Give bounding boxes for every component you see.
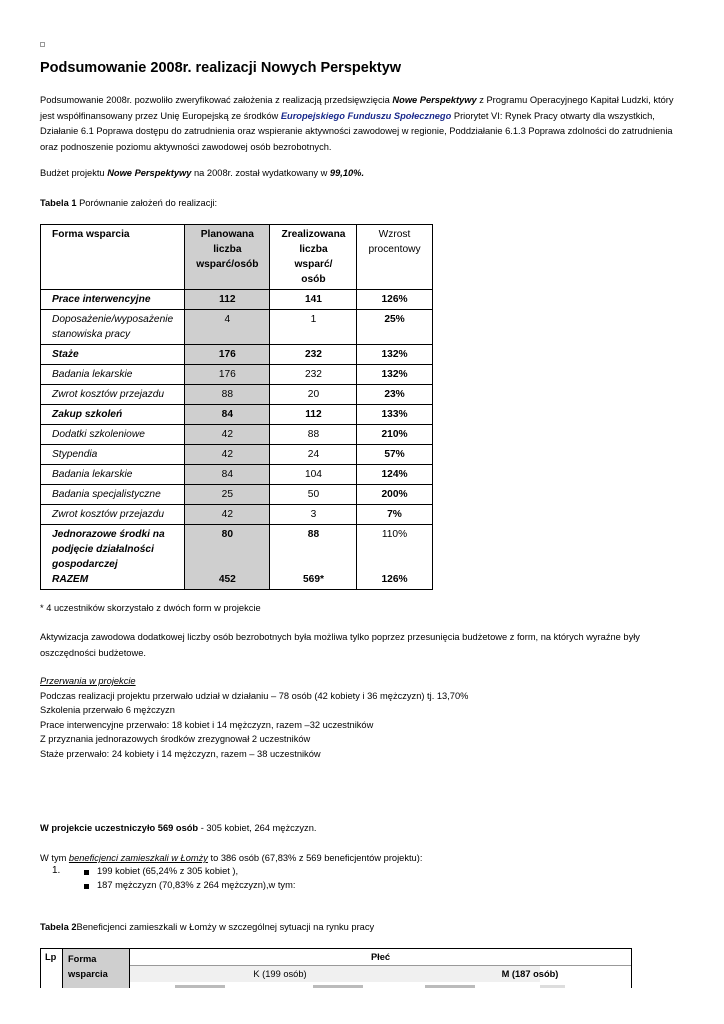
row-name: Badania lekarskie xyxy=(41,365,185,385)
row-realized: 1 xyxy=(270,310,357,345)
budget-text-1: Budżet projektu xyxy=(40,168,108,178)
interruption-line: Staże przerwało: 24 kobiety i 14 mężczyzn, razem – 38 uczestników xyxy=(40,749,321,759)
header-growth: Wzrost procentowy xyxy=(357,225,432,290)
row-planned: 112 xyxy=(185,290,270,310)
table2-right-border xyxy=(631,948,632,988)
header-realized: Zrealizowana liczba wsparć/ osób xyxy=(270,225,357,290)
interruptions-heading: Przerwania w projekcie xyxy=(40,676,136,686)
row-planned: 42 xyxy=(185,425,270,445)
row-growth: 133% xyxy=(357,405,432,425)
row-realized: 50 xyxy=(270,485,357,505)
row-growth: 57% xyxy=(357,445,432,465)
table-beneficiaries xyxy=(40,948,632,988)
table-row xyxy=(41,365,433,385)
row-growth: 132% xyxy=(357,345,432,365)
table2-subheader-strip xyxy=(425,985,475,988)
table-row xyxy=(41,425,433,445)
row-planned: 25 xyxy=(185,485,270,505)
table2-subheader-strip xyxy=(313,985,363,988)
list-item: 199 kobiet (65,24% z 305 kobiet ), xyxy=(97,866,239,876)
table-row xyxy=(41,505,433,525)
table2-header-m: M (187 osób) xyxy=(501,969,559,979)
table-row xyxy=(41,465,433,485)
row-realized: 112 xyxy=(270,405,357,425)
budget-text-2: na 2008r. został wydatkowany w xyxy=(191,168,330,178)
table-row xyxy=(41,345,433,365)
list-item: 187 mężczyzn (70,83% z 264 mężczyzn),w tym: xyxy=(97,880,296,890)
table1-footnote: * 4 uczestników skorzystało z dwóch form w projekcie xyxy=(40,603,261,613)
intro-text-1: Podsumowanie 2008r. pozwoliło zweryfikować założenia z realizacją przedsięwzięcia xyxy=(40,95,393,105)
row-growth: 110% xyxy=(357,525,432,573)
lomza-prefix: W tym xyxy=(40,853,69,863)
row-name: Zakup szkoleń xyxy=(41,405,185,425)
participants-bold: W projekcie uczestniczyło 569 osób xyxy=(40,823,199,833)
table2-caption xyxy=(40,920,685,936)
row-planned: 84 xyxy=(185,465,270,485)
row-planned: 42 xyxy=(185,445,270,465)
row-growth: 200% xyxy=(357,485,432,505)
participants-line xyxy=(40,821,316,836)
table2-header-lp: Lp xyxy=(45,952,57,962)
row-growth: 132% xyxy=(357,365,432,385)
row-realized: 88 xyxy=(270,425,357,445)
table2-header-plec: Płeć xyxy=(370,952,391,962)
table-row xyxy=(41,290,433,310)
row-planned: 176 xyxy=(185,345,270,365)
budget-value: 99,10%. xyxy=(329,168,365,178)
table2-subheader-strip xyxy=(175,985,225,988)
table2-header-k: K (199 osób) xyxy=(253,969,307,979)
budget-paragraph xyxy=(40,166,685,182)
row-name: Zwrot kosztów przejazdu xyxy=(41,385,185,405)
bullet-icon xyxy=(84,884,89,889)
row-name: Dodatki szkoleniowe xyxy=(41,425,185,445)
table2-left-border xyxy=(40,948,41,988)
table1-caption-text: Porównanie założeń do realizacji: xyxy=(76,198,218,208)
row-growth: 126% xyxy=(357,290,432,310)
intro-project-name: Nowe Perspektywy xyxy=(392,95,477,105)
row-realized: 141 xyxy=(270,290,357,310)
row-name: Jednorazowe środki na podjęcie działalności gospodarczej xyxy=(41,525,185,573)
page-title: Podsumowanie 2008r. realizacji Nowych Perspektyw xyxy=(40,60,402,76)
table1-caption-label: Tabela 1 xyxy=(40,198,77,208)
participants-rest: - 305 kobiet, 264 mężczyzn. xyxy=(198,823,317,833)
table-row xyxy=(41,445,433,465)
row-name: Doposażenie/wyposażenie stanowiska pracy xyxy=(41,310,185,345)
intro-text-2: z Programu Operacyjnego Kapitał Ludzki, który jest współfinansowany przez Unię Europejską ze środków xyxy=(40,95,674,121)
row-realized: 3 xyxy=(270,505,357,525)
row-name: Prace interwencyjne xyxy=(41,290,185,310)
table-comparison xyxy=(40,224,433,590)
row-realized: 20 xyxy=(270,385,357,405)
intro-text-3: Priorytet VI: Rynek Pracy otwarty dla wszystkich, Działanie 6.1 Poprawa dostępu do zatrudnienia oraz wspieranie aktywności zawodowej w regionie, Poddziałanie 6.1.3 Poprawa zdolności do zatrudnienia oraz podnoszenie poziomu aktywności zawodowej osób bezrobotnych. xyxy=(40,110,673,152)
table-row xyxy=(41,525,433,573)
interruption-line: Prace interwencyjne przerwało: 18 kobiet i 14 mężczyzn, razem –32 uczestników xyxy=(40,720,374,730)
lomza-underlined: beneficjenci zamieszkali w Łomży xyxy=(68,853,208,863)
lomza-line xyxy=(40,851,422,866)
row-planned: 80 xyxy=(185,525,270,573)
row-planned: 4 xyxy=(185,310,270,345)
interruption-line: Szkolenia przerwało 6 mężczyzn xyxy=(40,705,175,715)
row-growth: 23% xyxy=(357,385,432,405)
row-growth: 7% xyxy=(357,505,432,525)
table2-subheader-strip xyxy=(540,985,565,988)
table2-caption-label: Tabela 2 xyxy=(40,922,77,932)
lomza-suffix: to 386 osób (67,83% z 569 beneficjentów projektu): xyxy=(207,853,423,863)
header-planned: Planowana liczba wsparć/osób xyxy=(185,225,270,290)
row-planned: 176 xyxy=(185,365,270,385)
table-row xyxy=(41,385,433,405)
table2-header-forma: Forma wsparcia xyxy=(68,954,108,979)
row-name: Staże xyxy=(41,345,185,365)
table-row xyxy=(41,485,433,505)
intro-fund-name: Europejskiego Funduszu Społecznego xyxy=(280,110,452,121)
row-realized: 232 xyxy=(270,365,357,385)
row-realized: 569* xyxy=(270,572,357,590)
row-realized: 104 xyxy=(270,465,357,485)
row-planned: 88 xyxy=(185,385,270,405)
row-name: Badania lekarskie xyxy=(41,465,185,485)
list-number: 1. xyxy=(52,865,61,876)
row-growth: 124% xyxy=(357,465,432,485)
table-row-total xyxy=(41,572,433,590)
row-growth: 25% xyxy=(357,310,432,345)
row-growth: 126% xyxy=(357,572,432,590)
table1-caption xyxy=(40,196,685,212)
table2-caption-text: Beneficjenci zamieszkali w Łomży w szczególnej sytuacji na rynku pracy xyxy=(76,922,375,932)
row-realized: 88 xyxy=(270,525,357,573)
interruption-line: Podczas realizacji projektu przerwało udział w działaniu – 78 osób (42 kobiety i 36 mężczyzn) tj. 13,70% xyxy=(40,691,469,701)
table-row xyxy=(41,405,433,425)
row-planned: 42 xyxy=(185,505,270,525)
row-name: Zwrot kosztów przejazdu xyxy=(41,505,185,525)
interruption-line: Z przyznania jednorazowych środków zrezygnował 2 uczestników xyxy=(40,734,311,744)
header-form: Forma wsparcia xyxy=(41,225,185,290)
activation-paragraph: Aktywizacja zawodowa dodatkowej liczby osób bezrobotnych była możliwa tylko poprzez przesunięcia budżetowe z form, na których wyraźne były oszczędności budżetowe. xyxy=(40,632,640,658)
row-name: RAZEM xyxy=(41,572,185,590)
row-planned: 84 xyxy=(185,405,270,425)
row-realized: 24 xyxy=(270,445,357,465)
bullet-icon xyxy=(84,870,89,875)
budget-project-name: Nowe Perspektywy xyxy=(107,168,192,178)
intro-paragraph xyxy=(40,93,685,155)
row-realized: 232 xyxy=(270,345,357,365)
row-name: Stypendia xyxy=(41,445,185,465)
row-name: Badania specjalistyczne xyxy=(41,485,185,505)
page-marker xyxy=(40,42,45,47)
row-growth: 210% xyxy=(357,425,432,445)
row-planned: 452 xyxy=(185,572,270,590)
table-row xyxy=(41,310,433,345)
